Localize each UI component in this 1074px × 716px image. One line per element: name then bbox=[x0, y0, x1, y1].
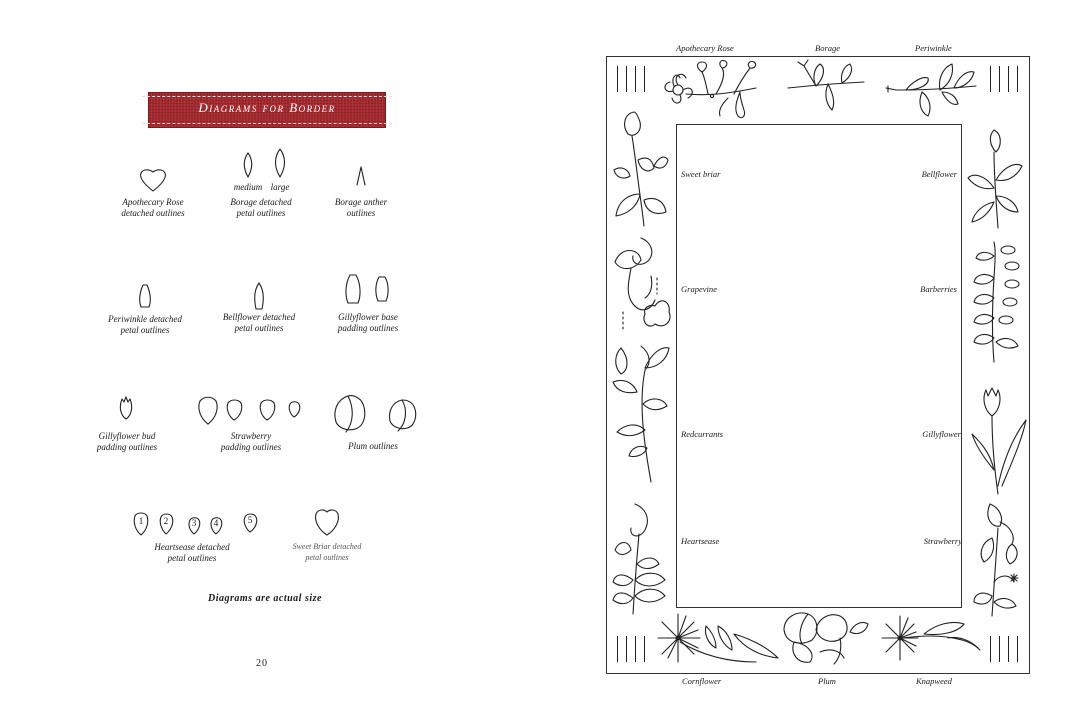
label-knapweed: Knapweed bbox=[916, 676, 952, 686]
caption-sweet-briar: Sweet Briar detached petal outlines bbox=[292, 542, 362, 562]
caption-heartsease: Heartsease detached petal outlines bbox=[154, 542, 230, 563]
heartsease-number-3: 3 bbox=[191, 518, 197, 528]
periwinkle-motif bbox=[882, 58, 980, 122]
label-periwinkle: Periwinkle bbox=[915, 43, 952, 53]
borage-size-medium: medium bbox=[233, 182, 263, 192]
caption-periwinkle: Periwinkle detached petal outlines bbox=[108, 314, 182, 335]
bellflower-petal-shape bbox=[253, 282, 265, 310]
label-plum: Plum bbox=[818, 676, 836, 686]
corner-stripes-bottom-right bbox=[990, 636, 1020, 662]
cornflower-motif bbox=[656, 606, 782, 672]
heartsease-motif bbox=[611, 500, 673, 618]
label-barberries: Barberries bbox=[920, 284, 957, 294]
borage-size-large: large bbox=[270, 182, 290, 192]
label-bellflower: Bellflower bbox=[921, 169, 957, 179]
grapevine-motif bbox=[611, 236, 675, 340]
banner-title: Diagrams for Border bbox=[198, 100, 336, 115]
caption-borage-petal: Borage detached petal outlines bbox=[230, 197, 292, 218]
heartsease-number-4: 4 bbox=[213, 518, 219, 528]
periwinkle-petal-shape bbox=[138, 284, 152, 308]
heartsease-number-1: 1 bbox=[138, 516, 144, 526]
borage-petal-medium-shape bbox=[241, 152, 255, 178]
label-heartsease: Heartsease bbox=[681, 536, 720, 546]
strawberry-shapes bbox=[196, 396, 306, 426]
caption-bellflower: Bellflower detached petal outlines bbox=[222, 312, 296, 333]
caption-gillyflower-base: Gillyflower base padding outlines bbox=[337, 312, 399, 333]
page-number: 20 bbox=[256, 658, 268, 669]
gillyflower-bud-shape bbox=[119, 396, 133, 420]
label-apothecary-rose: Apothecary Rose bbox=[676, 43, 734, 53]
caption-strawberry: Strawberry padding outlines bbox=[220, 431, 282, 452]
borage-motif bbox=[786, 58, 868, 118]
caption-gillyflower-bud: Gillyflower bud padding outlines bbox=[96, 431, 158, 452]
label-sweet-briar: Sweet briar bbox=[681, 169, 721, 179]
label-redcurrants: Redcurrants bbox=[681, 429, 724, 439]
heartsease-number-5: 5 bbox=[247, 515, 253, 525]
sweet-briar-motif bbox=[612, 108, 674, 230]
caption-plum: Plum outlines bbox=[348, 441, 398, 451]
label-cornflower: Cornflower bbox=[682, 676, 722, 686]
barberries-motif bbox=[968, 238, 1026, 368]
strawberry-motif bbox=[970, 498, 1026, 620]
corner-stripes-top-left bbox=[617, 66, 647, 92]
plum-motif bbox=[780, 604, 876, 668]
actual-size-note: Diagrams are actual size bbox=[208, 593, 322, 604]
apothecary-rose-petal-shape bbox=[138, 168, 168, 192]
gillyflower-motif bbox=[968, 386, 1030, 498]
gillyflower-base-large-shape bbox=[344, 274, 362, 304]
borage-petal-large-shape bbox=[273, 148, 287, 178]
caption-apothecary-rose: Apothecary Rose detached outlines bbox=[121, 197, 185, 218]
gillyflower-base-small-shape bbox=[375, 276, 389, 302]
plum-shapes bbox=[332, 394, 420, 436]
label-grapevine: Grapevine bbox=[681, 284, 717, 294]
heartsease-number-2: 2 bbox=[163, 516, 169, 526]
label-borage: Borage bbox=[815, 43, 841, 53]
knapweed-motif bbox=[878, 606, 984, 670]
caption-borage-anther: Borage anther outlines bbox=[334, 197, 388, 218]
sweet-briar-petal-shape bbox=[313, 508, 341, 536]
diagrams-banner bbox=[148, 92, 386, 128]
borage-anther-shape bbox=[355, 166, 367, 186]
corner-stripes-top-right bbox=[990, 66, 1020, 92]
bellflower-motif bbox=[966, 126, 1024, 232]
label-strawberry: Strawberry bbox=[923, 536, 962, 546]
redcurrants-motif bbox=[611, 344, 673, 484]
corner-stripes-bottom-left bbox=[617, 636, 647, 662]
label-gillyflower: Gillyflower bbox=[922, 429, 961, 439]
